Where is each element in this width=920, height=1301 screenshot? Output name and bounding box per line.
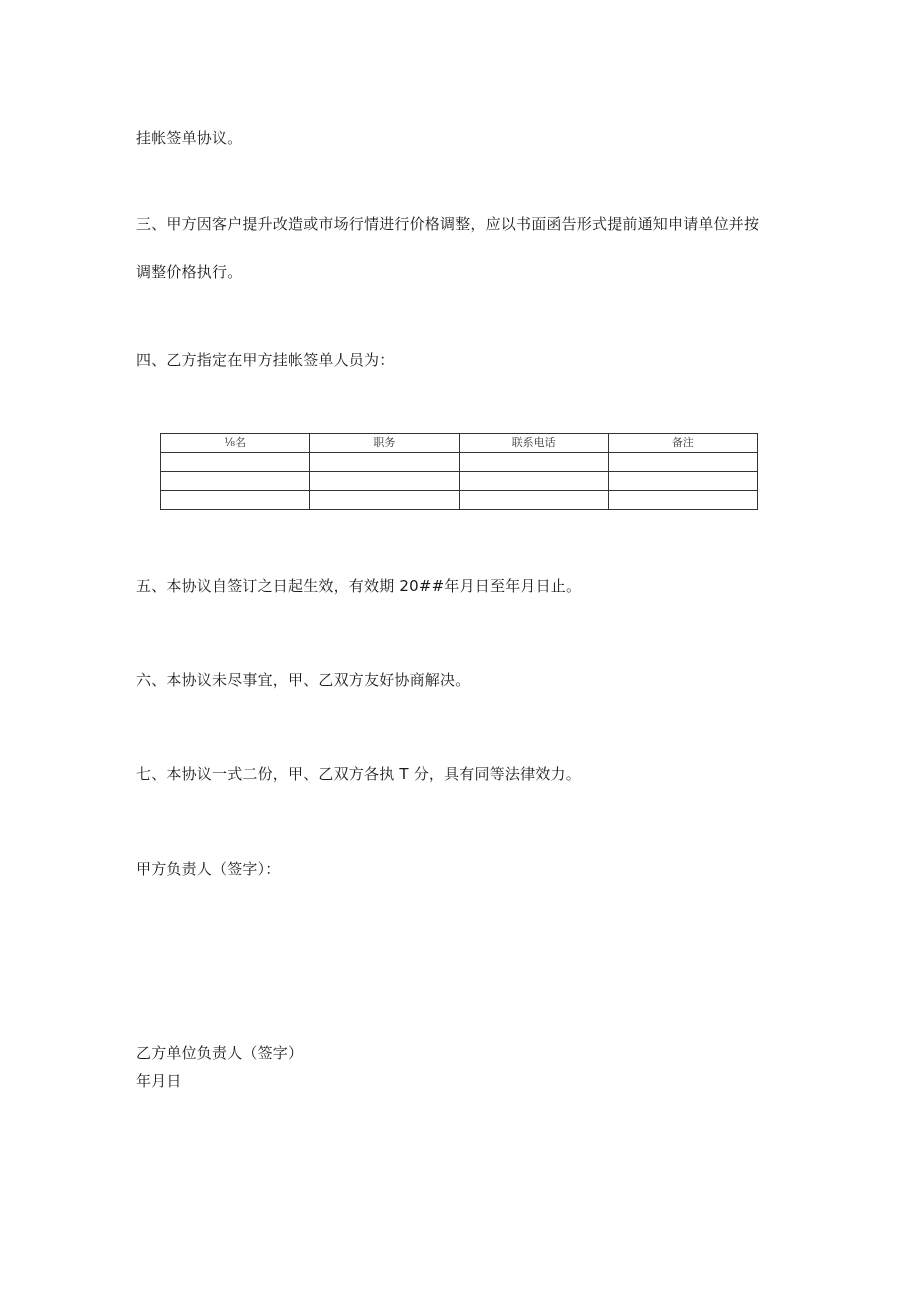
header-phone: 联系电话 [459, 434, 608, 453]
table-cell [608, 491, 757, 510]
header-position: 职务 [310, 434, 459, 453]
paragraph-continuation: 挂帐签单协议。 [136, 129, 243, 147]
header-name: ⅛名 [161, 434, 310, 453]
clause-3-line-1: 三、甲方因客户提升改造或市场行情进行价格调整，应以书面函告形式提前通知申请单位并按 [136, 215, 760, 233]
clause-4: 四、乙方指定在甲方挂帐签单人员为： [136, 351, 395, 369]
table-cell [459, 472, 608, 491]
staff-table-header-row [161, 434, 758, 453]
table-cell [161, 453, 310, 472]
clause-7: 七、本协议一式二份，甲、乙双方各执 T 分，具有同等法律效力。 [136, 765, 581, 783]
table-cell [310, 453, 459, 472]
party-a-signature-label: 甲方负责人（签字）： [136, 860, 281, 878]
table-cell [161, 472, 310, 491]
table-cell [459, 453, 608, 472]
clause-3-line-2: 调整价格执行。 [136, 263, 243, 281]
signature-date: 年月日 [136, 1072, 182, 1090]
header-remarks: 备注 [608, 434, 757, 453]
clause-6: 六、本协议未尽事宜，甲、乙双方友好协商解决。 [136, 671, 471, 689]
table-cell [310, 472, 459, 491]
table-cell [608, 472, 757, 491]
clause-5: 五、本协议自签订之日起生效，有效期 20##年月日至年月日止。 [136, 577, 582, 595]
party-b-signature-label: 乙方单位负责人（签字） [136, 1044, 304, 1062]
table-row [161, 491, 758, 510]
table-cell [161, 491, 310, 510]
table-row [161, 472, 758, 491]
table-cell [608, 453, 757, 472]
staff-table [160, 433, 758, 510]
table-row [161, 453, 758, 472]
table-cell [459, 491, 608, 510]
table-cell [310, 491, 459, 510]
